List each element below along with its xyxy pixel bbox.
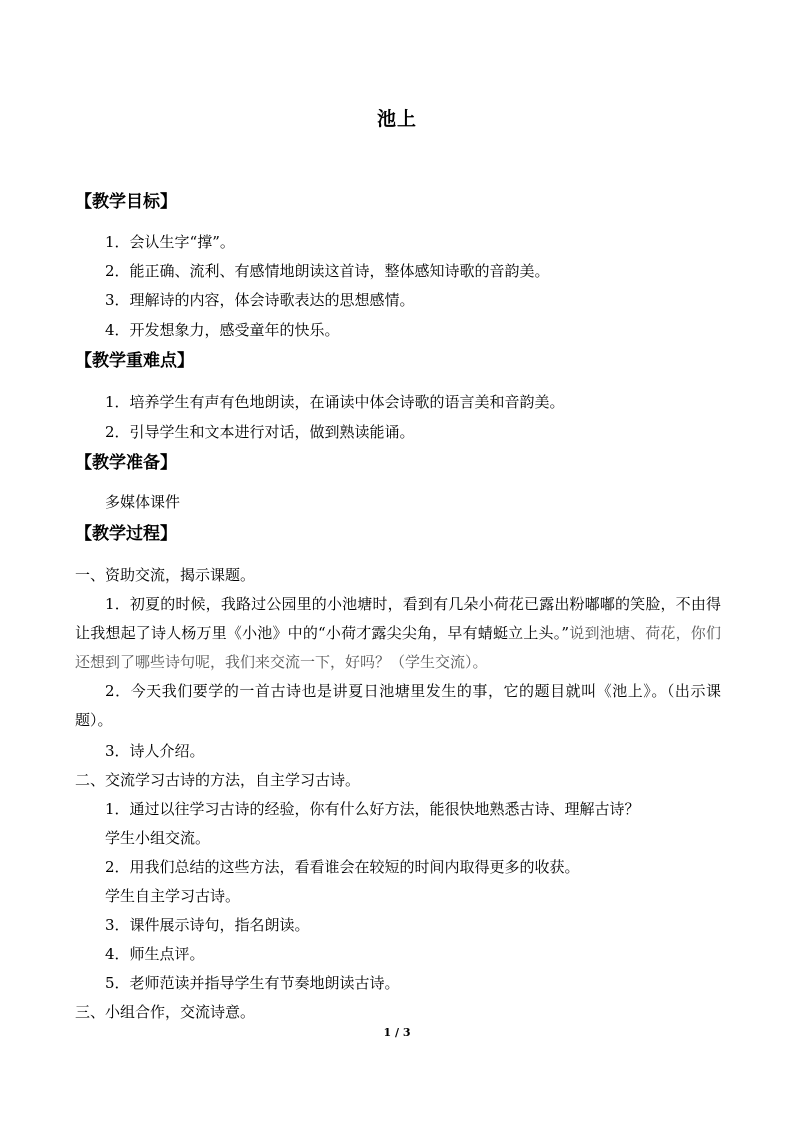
goal-item: 1．会认生字“撑”。 [105, 233, 235, 251]
paragraph-text: 1．初夏的时候，我路过公园里的小池塘时，看到有几朵小荷花已露出粉嘟嘟的笑脸，不由得让我想起了诗人杨万里《小池》中的“小荷才露尖尖角，早有蜻蜓立上头。” [75, 595, 721, 642]
process-part-title: 一、资助交流，揭示课题。 [75, 566, 256, 584]
process-item: 5．老师范读并指导学生有节奏地朗读古诗。 [105, 974, 400, 992]
process-item: 3．诗人介绍。 [105, 742, 205, 760]
process-part-title: 二、交流学习古诗的方法，自主学习古诗。 [75, 771, 361, 789]
process-item: 4．师生点评。 [105, 945, 205, 963]
process-item: 2．用我们总结的这些方法，看看谁会在较短的时间内取得更多的收获。 [105, 858, 580, 876]
process-item: 1．通过以往学习古诗的经验，你有什么好方法，能很快地熟悉古诗、理解古诗？ [105, 800, 640, 818]
goal-item: 4．开发想象力，感受童年的快乐。 [105, 321, 340, 339]
process-item: 学生小组交流。 [105, 829, 211, 847]
paragraph-text-tail: 说到池塘、荷花，你们还想到了哪些诗句呢，我们来交流一下，好吗？（学生交流）。 [75, 624, 721, 671]
document-title: 池上 [376, 108, 417, 130]
section-heading-preparation: 【教学准备】 [75, 453, 177, 473]
process-part-title: 三、小组合作，交流诗意。 [75, 1003, 256, 1021]
key-point-item: 2．引导学生和文本进行对话，做到熟读能诵。 [105, 423, 415, 441]
key-point-item: 1．培养学生有声有色地朗读，在诵读中体会诗歌的语言美和音韵美。 [105, 393, 565, 411]
process-item: 3．课件展示诗句，指名朗读。 [105, 916, 310, 934]
preparation-text: 多媒体课件 [105, 493, 181, 511]
section-heading-key-points: 【教学重难点】 [75, 351, 194, 371]
page-number: 1 / 3 [383, 1026, 411, 1039]
process-item: 学生自主学习古诗。 [105, 887, 241, 905]
goal-item: 3．理解诗的内容，体会诗歌表达的思想感情。 [105, 291, 415, 309]
section-heading-process: 【教学过程】 [75, 524, 177, 544]
process-paragraph: 2．今天我们要学的一首古诗也是讲夏日池塘里发生的事，它的题目就叫《池上》。（出示课题）。 [75, 682, 721, 729]
goal-item: 2．能正确、流利、有感情地朗读这首诗，整体感知诗歌的音韵美。 [105, 262, 550, 280]
process-paragraph [75, 590, 721, 677]
section-heading-goals: 【教学目标】 [75, 192, 177, 212]
